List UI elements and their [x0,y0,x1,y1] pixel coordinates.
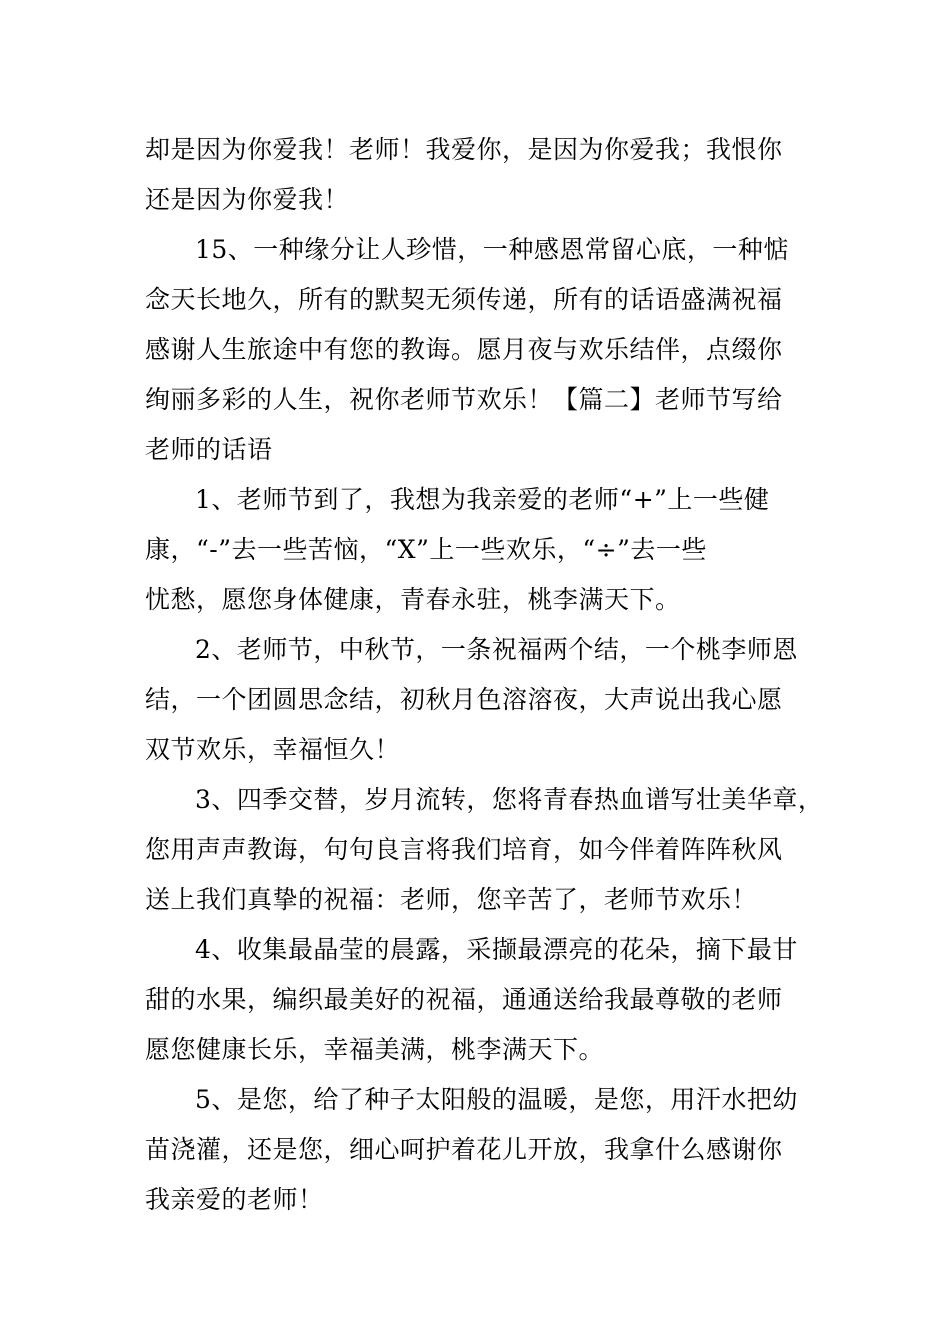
text-line: 绚丽多彩的人生，祝你老师节欢乐！【篇二】老师节写给 [145,385,783,414]
text-line: 送上我们真挚的祝福：老师，您辛苦了，老师节欢乐！ [145,885,758,914]
text-line: 我亲爱的老师！ [145,1185,324,1214]
paragraph-start-line: 15、一种缘分让人珍惜，一种感恩常留心底，一种惦 [195,235,789,264]
paragraph-start-line: 5、是您，给了种子太阳般的温暖，是您，用汗水把幼 [195,1085,798,1114]
text-line: 念天长地久，所有的默契无须传递，所有的话语盛满祝福 [145,285,783,314]
text-line: 甜的水果，编织最美好的祝福，通通送给我最尊敬的老师 [145,985,783,1014]
text-line: 结，一个团圆思念结，初秋月色溶溶夜，大声说出我心愿 [145,685,783,714]
paragraph-start-line: 2、老师节，中秋节，一条祝福两个结，一个桃李师恩 [195,635,798,664]
paragraph-start-line: 3、四季交替，岁月流转，您将青春热血谱写壮美华章， [195,785,824,814]
text-line: 忧愁，愿您身体健康，青春永驻，桃李满天下。 [145,585,681,614]
paragraph-start-line: 4、收集最晶莹的晨露，采撷最漂亮的花朵，摘下最甘 [195,935,798,964]
text-line: 双节欢乐，幸福恒久！ [145,735,401,764]
text-line: 苗浇灌，还是您，细心呵护着花儿开放，我拿什么感谢你 [145,1135,783,1164]
paragraph-start-line: 1、老师节到了，我想为我亲爱的老师“+”上一些健 [195,485,770,514]
text-line: 康，“-”去一些苦恼，“X”上一些欢乐，“÷”去一些 [145,535,707,564]
text-line: 愿您健康长乐，幸福美满，桃李满天下。 [145,1035,605,1064]
text-line: 感谢人生旅途中有您的教诲。愿月夜与欢乐结伴，点缀你 [145,335,783,364]
text-line: 老师的话语 [145,435,273,464]
text-line: 您用声声教诲，句句良言将我们培育，如今伴着阵阵秋风 [145,835,783,864]
text-line: 还是因为你爱我！ [145,185,350,214]
text-line: 却是因为你爱我！老师！我爱你，是因为你爱我；我恨你 [145,135,783,164]
